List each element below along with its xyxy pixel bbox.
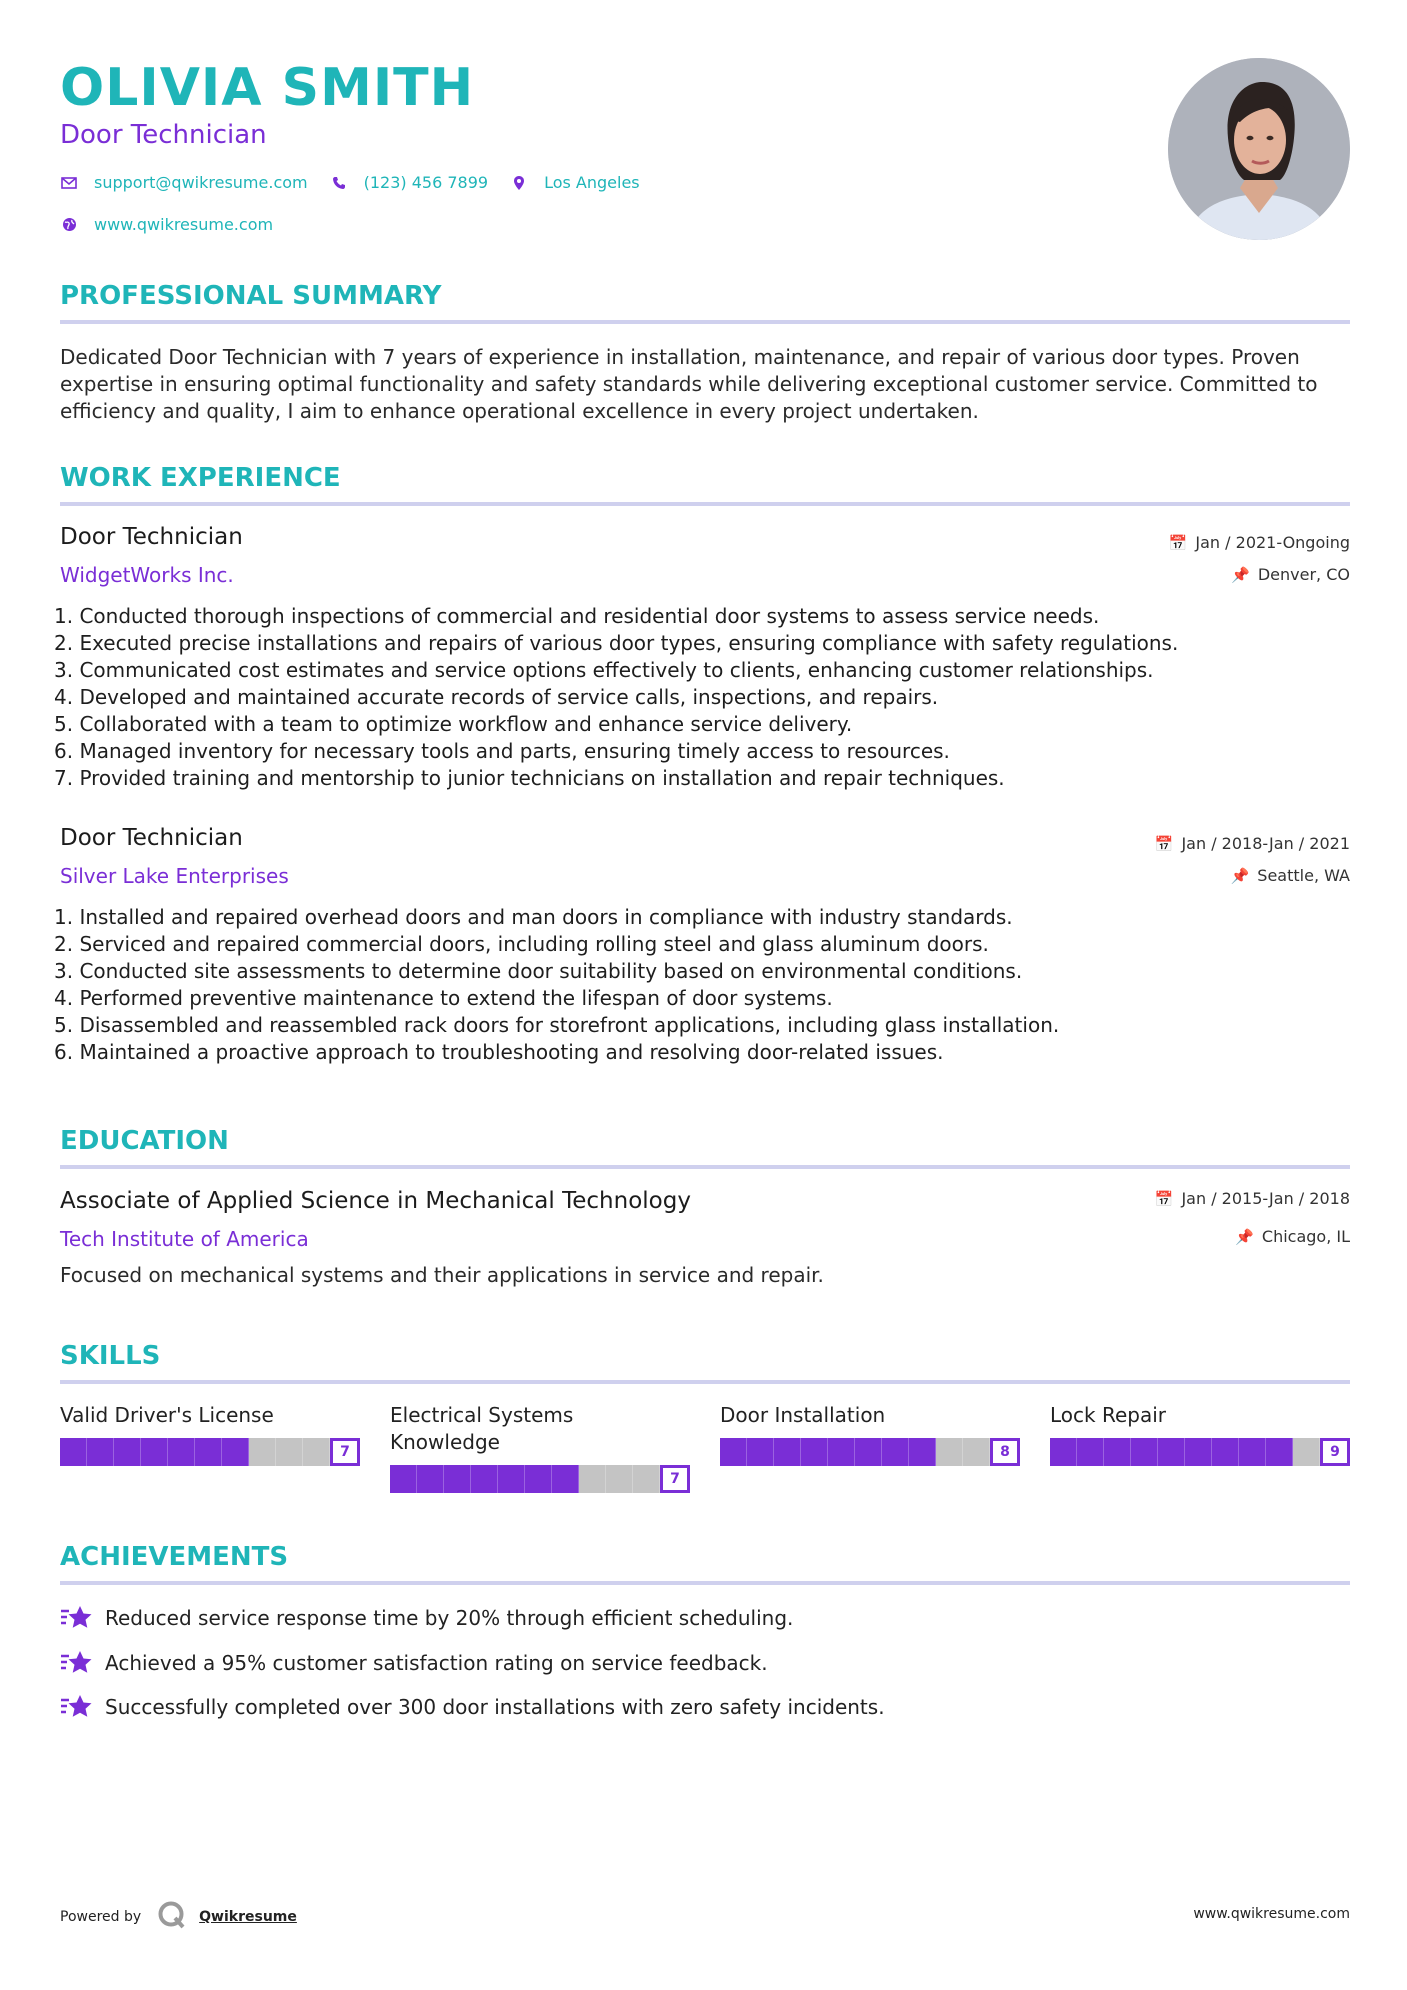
section-title-achievements: ACHIEVEMENTS — [60, 1542, 289, 1572]
education-location — [1235, 1227, 1350, 1246]
education-location-text: Chicago, IL — [1261, 1227, 1350, 1246]
achievement-item — [60, 1603, 793, 1633]
list-item: 6. Maintained a proactive approach to troubleshooting and resolving door-related issues. — [54, 1040, 944, 1064]
skill-segment-empty — [606, 1465, 633, 1493]
summary-text: Dedicated Door Technician with 7 years of experience in installation, maintenance, and repair of various door types. Proven expertise in ensuring optimal functionality and safety standards while delivering exceptional customer service. Committed to efficiency and quality, I aim to enhance operational excellence in every project undertaken. — [60, 345, 1318, 423]
skill-item — [720, 1402, 1020, 1466]
qwikresume-link[interactable]: Qwikresume — [199, 1909, 297, 1925]
section-title-education: EDUCATION — [60, 1126, 229, 1156]
skill-segment-empty — [1293, 1438, 1320, 1466]
skill-score: 7 — [660, 1465, 690, 1493]
pushpin-icon: 📌 — [1231, 565, 1250, 584]
skill-bar — [60, 1438, 360, 1466]
calendar-icon: 📅 — [1168, 533, 1188, 552]
star-icon — [60, 1603, 96, 1633]
section-divider — [60, 320, 1350, 324]
skill-segment-empty — [633, 1465, 660, 1493]
job-location-text: Denver, CO — [1257, 565, 1350, 584]
section-divider — [60, 1380, 1350, 1384]
list-item: 2. Serviced and repaired commercial doors, including rolling steel and glass aluminum doors. — [54, 932, 989, 956]
job-dates-text: Jan / 2021-Ongoing — [1195, 533, 1350, 552]
job-title: Door Technician — [60, 825, 243, 851]
skill-segment-filled — [87, 1438, 114, 1466]
skill-segment-filled — [60, 1438, 87, 1466]
skill-segment-filled — [390, 1465, 417, 1493]
star-icon — [60, 1692, 96, 1722]
job-bullets — [54, 603, 1344, 792]
skill-segment-filled — [1131, 1438, 1158, 1466]
calendar-icon: 📅 — [1154, 834, 1174, 853]
list-item: 4. Performed preventive maintenance to extend the lifespan of door systems. — [54, 986, 833, 1010]
job-company: Silver Lake Enterprises — [60, 864, 289, 888]
skill-segment-filled — [1212, 1438, 1239, 1466]
skill-segment-filled — [1050, 1438, 1077, 1466]
skill-segment-filled — [747, 1438, 774, 1466]
skill-segment-filled — [471, 1465, 498, 1493]
achievement-text: Reduced service response time by 20% through efficient scheduling. — [105, 1606, 794, 1630]
job-location-text: Seattle, WA — [1257, 866, 1350, 885]
skill-segment-filled — [444, 1465, 471, 1493]
list-item: 4. Developed and maintained accurate records of service calls, inspections, and repairs. — [54, 685, 939, 709]
skill-segment-filled — [909, 1438, 936, 1466]
location-pin-icon — [510, 174, 528, 192]
mail-icon — [60, 174, 78, 192]
pushpin-icon: 📌 — [1235, 1227, 1254, 1246]
star-icon — [60, 1648, 96, 1678]
skill-segment-filled — [882, 1438, 909, 1466]
job-location — [1231, 866, 1350, 885]
list-item: 6. Managed inventory for necessary tools and parts, ensuring timely access to resources. — [54, 739, 950, 763]
skill-segment-filled — [1104, 1438, 1131, 1466]
skill-segment-filled — [828, 1438, 855, 1466]
education-dates — [1155, 1189, 1350, 1208]
powered-by-label: Powered by — [60, 1909, 142, 1925]
achievement-text: Achieved a 95% customer satisfaction rating on service feedback. — [105, 1651, 768, 1675]
phone-icon — [330, 174, 348, 192]
skill-segment-filled — [1239, 1438, 1266, 1466]
skill-name: Electrical Systems Knowledge — [390, 1403, 574, 1454]
job-bullets — [54, 904, 1344, 1066]
skill-name: Valid Driver's License — [60, 1403, 274, 1427]
skill-score: 7 — [330, 1438, 360, 1466]
skill-score: 9 — [1320, 1438, 1350, 1466]
calendar-icon: 📅 — [1154, 1189, 1174, 1208]
skill-level-meter — [720, 1438, 990, 1466]
skill-segment-filled — [498, 1465, 525, 1493]
list-item: 5. Disassembled and reassembled rack doors for storefront applications, including glass installation. — [54, 1013, 1060, 1037]
achievement-item — [60, 1692, 885, 1722]
job-dates — [1155, 834, 1350, 853]
pushpin-icon: 📌 — [1230, 866, 1250, 885]
skill-segment-filled — [1266, 1438, 1293, 1466]
skill-level-meter — [60, 1438, 330, 1466]
skill-segment-filled — [417, 1465, 444, 1493]
location-text: Los Angeles — [544, 173, 640, 192]
school-name: Tech Institute of America — [60, 1227, 309, 1251]
skill-item — [1050, 1402, 1350, 1466]
job-dates — [1169, 533, 1350, 552]
skill-segment-filled — [774, 1438, 801, 1466]
website-row — [60, 215, 295, 234]
skill-level-meter — [1050, 1438, 1320, 1466]
skill-bar — [720, 1438, 1020, 1466]
skill-segment-filled — [1158, 1438, 1185, 1466]
list-item: 5. Collaborated with a team to optimize workflow and enhance service delivery. — [54, 712, 853, 736]
skill-segment-filled — [1077, 1438, 1104, 1466]
skill-bar — [390, 1465, 690, 1493]
education-dates-text: Jan / 2015-Jan / 2018 — [1181, 1189, 1350, 1208]
skill-segment-filled — [222, 1438, 249, 1466]
skill-segment-empty — [579, 1465, 606, 1493]
contact-row — [60, 173, 662, 192]
email-link[interactable]: support@qwikresume.com — [94, 173, 308, 192]
skill-segment-filled — [552, 1465, 579, 1493]
skill-segment-filled — [1185, 1438, 1212, 1466]
skill-name: Lock Repair — [1050, 1403, 1166, 1427]
section-divider — [60, 502, 1350, 506]
skill-item — [390, 1402, 690, 1493]
footer-powered-by — [60, 1900, 297, 1934]
list-item: 7. Provided training and mentorship to junior technicians on installation and repair techniques. — [54, 766, 1005, 790]
job-location — [1231, 565, 1350, 584]
section-title-skills: SKILLS — [60, 1341, 161, 1371]
education-description: Focused on mechanical systems and their applications in service and repair. — [60, 1263, 824, 1287]
skill-score: 8 — [990, 1438, 1020, 1466]
skill-segment-filled — [525, 1465, 552, 1493]
skill-segment-filled — [855, 1438, 882, 1466]
skill-segment-empty — [303, 1438, 330, 1466]
skill-segment-filled — [168, 1438, 195, 1466]
job-dates-text: Jan / 2018-Jan / 2021 — [1181, 834, 1350, 853]
candidate-name: OLIVIA SMITH — [60, 58, 475, 118]
qwikresume-logo-icon — [157, 1900, 187, 1934]
skill-segment-empty — [276, 1438, 303, 1466]
list-item: 2. Executed precise installations and repairs of various door types, ensuring compliance with safety regulations. — [54, 631, 1179, 655]
degree-title: Associate of Applied Science in Mechanical Technology — [60, 1188, 691, 1214]
skill-segment-empty — [936, 1438, 963, 1466]
list-item: 3. Conducted site assessments to determine door suitability based on environmental conditions. — [54, 959, 1023, 983]
section-divider — [60, 1581, 1350, 1585]
skill-segment-filled — [114, 1438, 141, 1466]
skill-segment-filled — [801, 1438, 828, 1466]
skill-item — [60, 1402, 360, 1466]
resume-page — [54, 0, 1350, 1990]
job-title: Door Technician — [60, 524, 243, 550]
list-item: 3. Communicated cost estimates and service options effectively to clients, enhancing customer relationships. — [54, 658, 1154, 682]
skill-segment-empty — [963, 1438, 990, 1466]
globe-icon — [60, 216, 78, 234]
section-title-experience: WORK EXPERIENCE — [60, 463, 341, 493]
section-title-summary: PROFESSIONAL SUMMARY — [60, 281, 442, 311]
achievement-item — [60, 1648, 768, 1678]
phone-number[interactable]: (123) 456 7899 — [363, 173, 489, 192]
skill-bar — [1050, 1438, 1350, 1466]
footer-website[interactable]: www.qwikresume.com — [1193, 1906, 1350, 1922]
skill-segment-empty — [249, 1438, 276, 1466]
job-company: WidgetWorks Inc. — [60, 563, 234, 587]
profile-photo — [1168, 58, 1350, 240]
skill-segment-filled — [141, 1438, 168, 1466]
skill-segment-filled — [195, 1438, 222, 1466]
website-link[interactable]: www.qwikresume.com — [94, 215, 274, 234]
list-item: 1. Conducted thorough inspections of commercial and residential door systems to assess service needs. — [54, 604, 1100, 628]
skill-segment-filled — [720, 1438, 747, 1466]
skill-level-meter — [390, 1465, 660, 1493]
list-item: 1. Installed and repaired overhead doors and man doors in compliance with industry standards. — [54, 905, 1013, 929]
section-divider — [60, 1165, 1350, 1169]
achievement-text: Successfully completed over 300 door installations with zero safety incidents. — [105, 1695, 885, 1719]
candidate-title: Door Technician — [60, 120, 267, 150]
skill-name: Door Installation — [720, 1403, 886, 1427]
